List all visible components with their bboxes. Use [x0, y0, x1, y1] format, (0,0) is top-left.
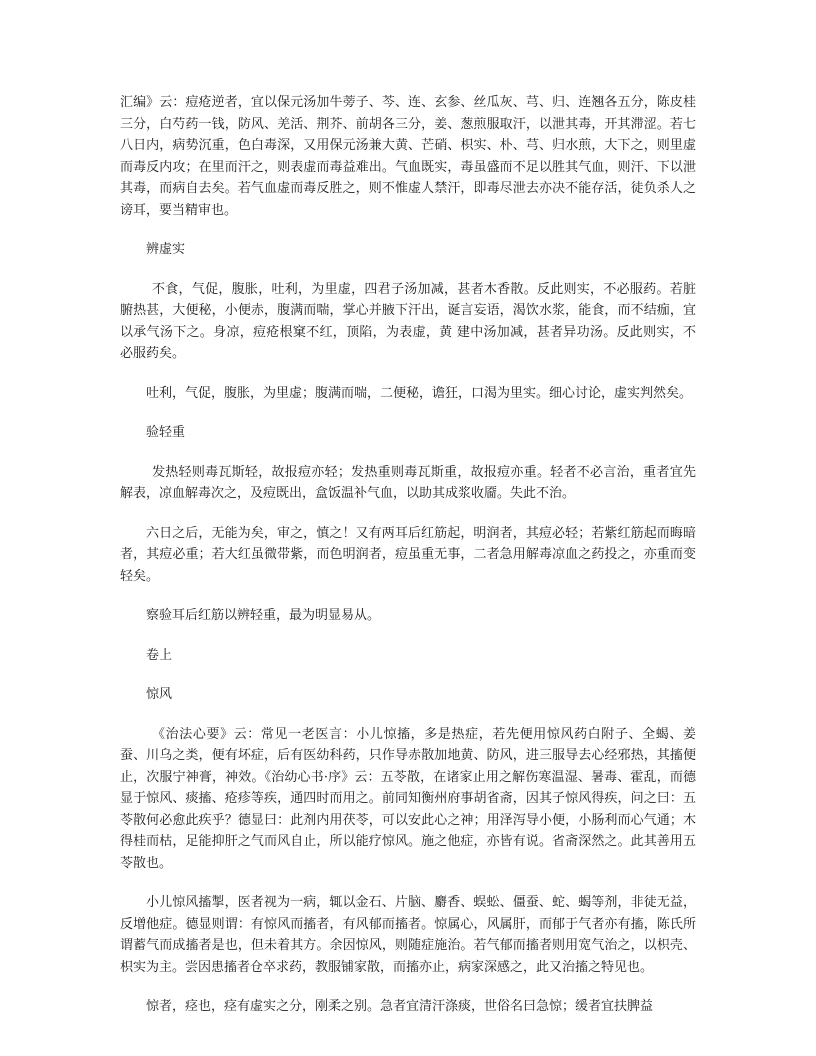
- volume-heading-juan-shang: 卷上: [146, 647, 173, 663]
- paragraph-liu-ri: 六日之后，无能为矣，审之，慎之！又有两耳后红筋起，明润者，其痘必轻；若紫红筋起而晦暗者，其痘必重；若大红虽微带紫，而色明润者，痘虽重无事，二者急用解毒凉血之药投之，亦重而变轻矣。: [120, 525, 696, 584]
- paragraph-li-xu: 不食，气促，腹胀，吐利，为里虚，四君子汤加减，甚者木香散。反此则实，不必服药。若脏腑热甚，大便秘，小便赤，腹满而喘，掌心并腋下汗出，诞言妄语，渴饮水浆，能食，而不结痂，宜以承气汤下之。身凉，痘疮根窠不红，顶陷，为表虚，黄 建中汤加减，甚者异功汤。反此则实，不必服药矣。: [120, 281, 696, 361]
- paragraph-baoyuan-tang: 汇编》云：痘疮逆者，宜以保元汤加牛蒡子、芩、连、玄参、丝瓜灰、芎、归、连翘各五分，陈皮桂三分，白芍药一钱，防风、羌活、荆芥、前胡各三分，姜、葱煎服取汗，以泄其毒，开其滞涩。若七八日内，病势沉重，色白毒深，又用保元汤兼大黄、芒硝、枳实、朴、芎、归水煎，大下之，则里虚而毒反内攻；在里而汗之，则表虚而毒益难出。气血既实，毒虽盛而不足以胜其气血，则汗、下以泄其毒，而病自去矣。若气血虚而毒反胜之，则不惟虚人禁汗，即毒尽泄去亦决不能存活，徒负杀人之谤耳，要当精审也。: [120, 95, 696, 218]
- section-heading-bian-xu-shi: 辨虚实: [146, 242, 186, 257]
- paragraph-er-hou-hong-jin: 察验耳后红筋以辨轻重，最为明显易从。: [146, 608, 381, 623]
- document-page: [120, 92, 696, 1036]
- section-heading-jing-feng: 惊风: [146, 687, 173, 702]
- paragraph-jing-feng-chu-che: 小儿惊风搐掣，医者视为一病，辄以金石、片脑、麝香、蜈蚣、僵蚕、蛇、蝎等剂，非徒无益，反增他症。德显则谓：有惊风而搐者，有风郁而搐者。惊属心，风属肝，而郁于气者亦有搐，陈氏所谓蓄气而成搐者是也，但未着其方。余因惊风，则随症施治。若气郁而搐者则用宽气治之，以枳壳、枳实为主。尝因患搐者仓卒求药，教服铺家散，而搐亦止，病家深感之，此又治搐之特见也。: [120, 895, 696, 975]
- paragraph-jing-zhe-jing-ye: 惊者，痉也，痉有虚实之分，刚柔之别。急者宜清汗涤痰，世俗名曰急惊；缓者宜扶脾益: [146, 999, 654, 1014]
- paragraph-xu-shi-summary: 吐利，气促，腹胀，为里虚；腹满而喘，二便秘，谵狂，口渴为里实。细心讨论，虚实判然矣。: [146, 385, 693, 401]
- section-heading-yan-qing-zhong: 验轻重: [146, 425, 186, 440]
- paragraph-zhi-fa-xin-yao: 《治法心要》云：常见一老医言：小儿惊搐，多是热症，若先便用惊风药白附子、全蝎、姜蚕、川乌之类，便有坏症，后有医幼科药，只作导赤散加地黄、防风，进三服导去心经邪热，其搐便止，次服宁神膏，神效。《治幼心书·序》云：五苓散，在诸家止用之解伤寒温湿、暑毒、霍乱，而德显于惊风、痰搐、疮疹等疾，通四时而用之。前同知衡州府事胡省斋，因其子惊风得疾，问之曰：五苓散何必愈此疾乎？德显曰：此剂内用茯苓，可以安此心之神；用泽泻导小便，小肠利而心气通；木得桂而枯，足能抑肝之气而风自止，所以能疗惊风。施之他症，亦皆有说。省斋深然之。此其善用五苓散也。: [120, 726, 696, 871]
- paragraph-fa-re: 发热轻则毒瓦斯轻，故报痘亦轻；发热重则毒瓦斯重，故报痘亦重。轻者不必言治，重者宜先解表，凉血解毒次之，及痘既出，盒饭温补气血，以助其成浆收靥。失此不治。: [120, 464, 696, 501]
